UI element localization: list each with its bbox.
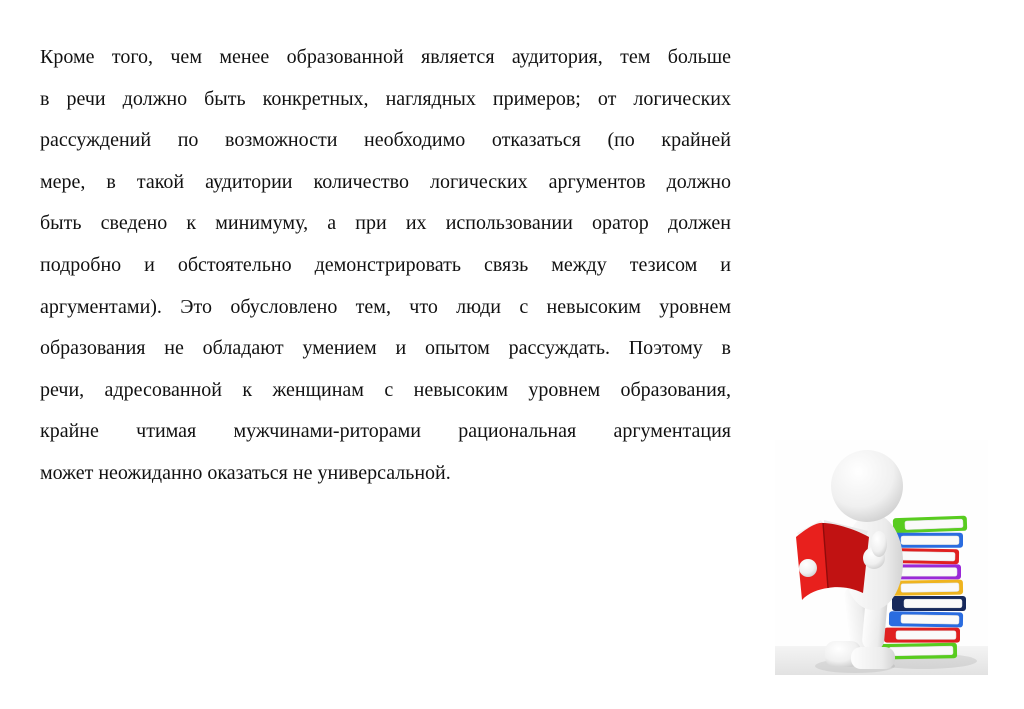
- body-paragraph: [40, 37, 731, 495]
- paragraph-line: крайне чтимая мужчинами-риторами рациональная аргументация: [40, 420, 731, 443]
- paragraph-line: образования не обладают умением и опытом рассуждать. Поэтому в: [40, 337, 731, 360]
- person-reading-book-illustration-svg: [775, 440, 988, 675]
- paragraph-line: может неожиданно оказаться не универсальной.: [40, 461, 451, 484]
- figure-head: [831, 450, 903, 522]
- paragraph-line: аргументами). Это обусловлено тем, что люди с невысоким уровнем: [40, 295, 731, 318]
- stacked-book: [892, 596, 966, 611]
- figure-left-hand: [799, 559, 817, 577]
- stacked-book: [884, 628, 960, 643]
- paragraph-line: речи, адресованной к женщинам с невысоким уровнем образования,: [40, 378, 731, 401]
- paragraph-line: мере, в такой аудитории количество логических аргументов должно: [40, 170, 731, 193]
- paragraph-line: подробно и обстоятельно демонстрировать связь между тезисом и: [40, 253, 731, 276]
- stacked-book: [893, 516, 967, 534]
- reading-figure-illustration: [775, 440, 988, 675]
- figure-right-arm: [871, 531, 887, 557]
- paragraph-line: быть сведено к минимуму, а при их использовании оратор должен: [40, 212, 731, 235]
- paragraph-line: Кроме того, чем менее образованной является аудитория, тем больше: [40, 46, 731, 68]
- paragraph-line: в речи должно быть конкретных, наглядных примеров; от логических: [40, 87, 731, 110]
- paragraph-line: рассуждений по возможности необходимо отказаться (по крайней: [40, 129, 731, 152]
- stacked-book: [889, 611, 963, 627]
